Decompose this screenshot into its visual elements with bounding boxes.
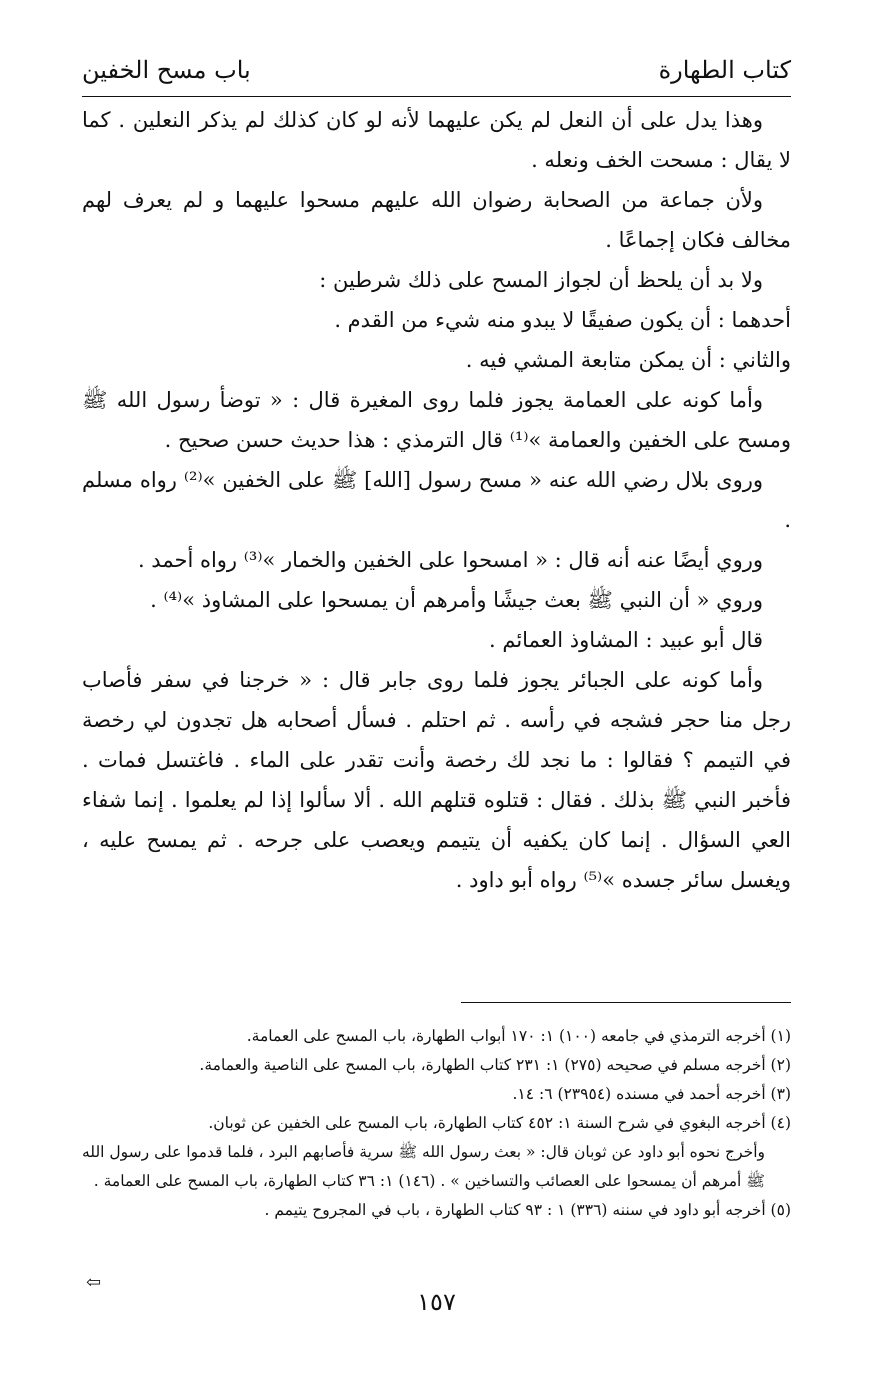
footnote: (٤) أخرجه البغوي في شرح السنة ١: ٤٥٢ كتاب الطهارة، باب المسح على الخفين عن ثوبان. (208, 1114, 791, 1132)
footnote: (٣) أخرجه أحمد في مسنده (٢٣٩٥٤) ٦: ١٤. (512, 1085, 791, 1103)
page-number: ١٥٧ (417, 1288, 456, 1316)
footnote: (٥) أخرجه أبو داود في سننه (٣٣٦) ١ : ٩٣ كتاب الطهارة ، باب في المجروح يتيمم . (264, 1201, 791, 1219)
paragraph: وأما كونه على العمامة يجوز فلما روى المغيرة قال : « توضأ رسول الله ﷺ ومسح على الخفين والعمامة »⁽¹⁾ قال الترمذي : هذا حديث حسن صحيح . (82, 388, 791, 452)
main-text (82, 100, 791, 900)
continue-arrow-icon: ⇦ (86, 1272, 102, 1293)
paragraph: ولأن جماعة من الصحابة رضوان الله عليهم مسحوا عليهما و لم يعرف لهم مخالف فكان إجماعًا . (82, 188, 791, 252)
paragraph: ولا بد أن يلحظ أن لجواز المسح على ذلك شرطين : (319, 268, 763, 292)
chapter-title: باب مسح الخفين (82, 56, 251, 84)
paragraph: والثاني : أن يمكن متابعة المشي فيه . (465, 348, 791, 372)
paragraph: وروي « أن النبي ﷺ بعث جيشًا وأمرهم أن يمسحوا على المشاوذ »⁽⁴⁾ . (150, 588, 763, 612)
footnote: (٢) أخرجه مسلم في صحيحه (٢٧٥) ١: ٢٣١ كتاب الطهارة، باب المسح على الناصية والعمامة. (199, 1056, 791, 1074)
footnotes (82, 1022, 791, 1225)
paragraph: وروى بلال رضي الله عنه « مسح رسول [الله] ﷺ على الخفين »⁽²⁾ رواه مسلم . (82, 468, 791, 532)
paragraph: وهذا يدل على أن النعل لم يكن عليهما لأنه لو كان كذلك لم يذكر النعلين . كما لا يقال : مسحت الخف ونعله . (82, 108, 791, 172)
footnote-continuation: وأخرج نحوه أبو داود عن ثوبان قال: « بعث رسول الله ﷺ سرية فأصابهم البرد ، فلما قدموا على رسول الله ﷺ أمرهم أن يمسحوا على العصائب والتساخين » . (١٤٦) ١: ٣٦ كتاب الطهارة، باب المسح على العمامة . (82, 1143, 765, 1190)
header-divider (82, 96, 791, 97)
paragraph: وروي أيضًا عنه أنه قال : « امسحوا على الخفين والخمار »⁽³⁾ رواه أحمد . (137, 548, 763, 572)
paragraph: قال أبو عبيد : المشاوذ العمائم . (489, 628, 763, 652)
footnote: (١) أخرجه الترمذي في جامعه (١٠٠) ١: ١٧٠ أبواب الطهارة، باب المسح على العمامة. (246, 1027, 791, 1045)
book-title: كتاب الطهارة (658, 56, 791, 84)
paragraph: وأما كونه على الجبائر يجوز فلما روى جابر قال : « خرجنا في سفر فأصاب رجل منا حجر فشجه في رأسه . ثم احتلم . فسأل أصحابه هل تجدون لي رخصة في التيمم ؟ فقالوا : ما نجد لك رخصة وأنت تقدر على الماء . فاغتسل فمات . فأخبر النبي ﷺ بذلك . فقال : قتلوه قتلهم الله . ألا سألوا إذا لم يعلموا . إنما شفاء العي السؤال . إنما كان يكفيه أن يتيمم ويعصب على جرحه . ثم يمسح عليه ، ويغسل سائر جسده »⁽⁵⁾ رواه أبو داود . (82, 668, 791, 892)
footnote-divider (461, 1002, 791, 1003)
paragraph: أحدهما : أن يكون صفيقًا لا يبدو منه شيء من القدم . (334, 308, 791, 332)
running-header (82, 50, 791, 90)
